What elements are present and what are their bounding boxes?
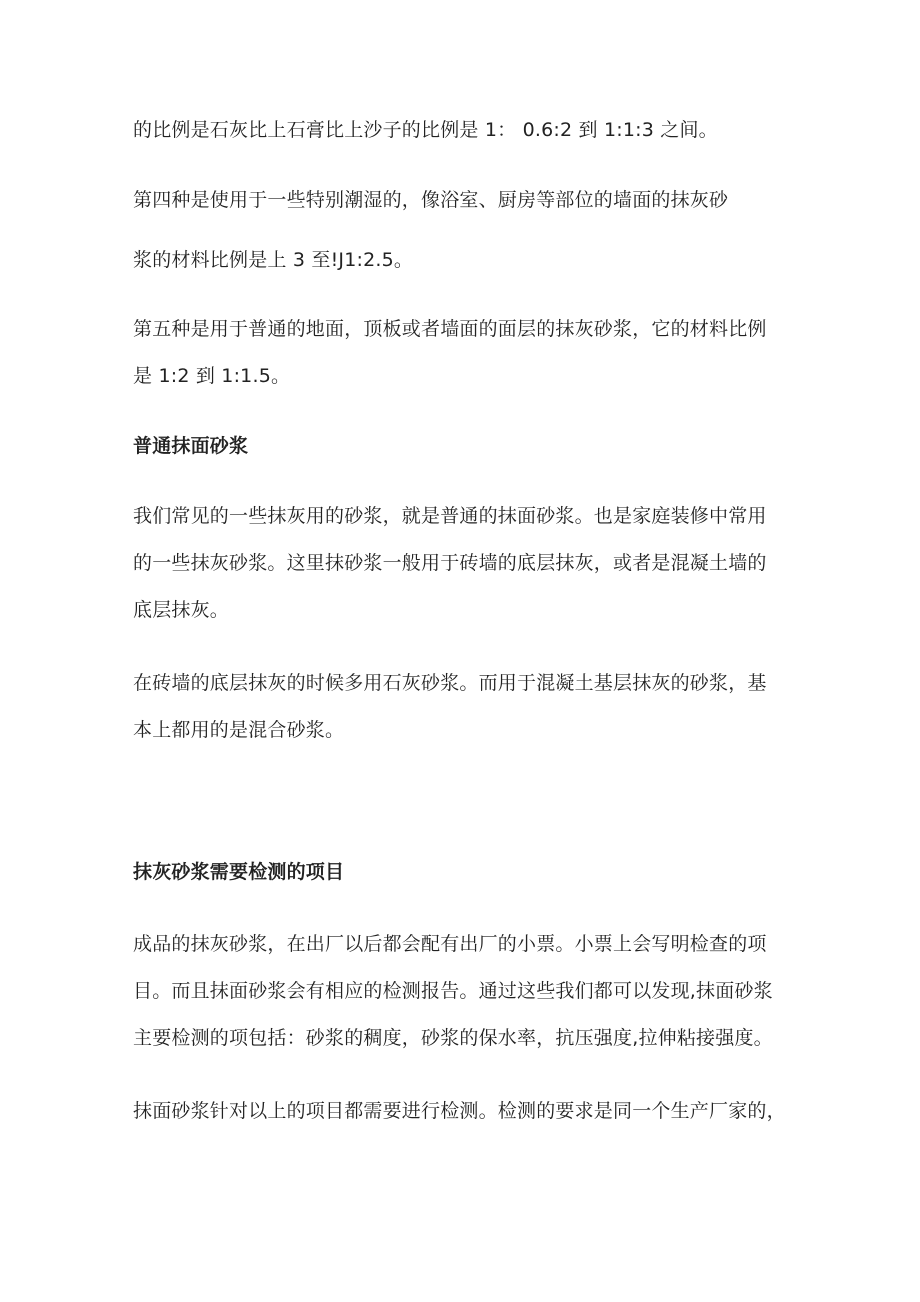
paragraph-test-requirement-line-1: 抹面砂浆针对以上的项目都需要进行检测。检测的要求是同一个生产厂家的， (133, 1100, 786, 1122)
section-heading-testing-items: 抹灰砂浆需要检测的项目 (133, 861, 345, 883)
paragraph-brick-wall-line-2: 本上都用的是混合砂浆。 (133, 719, 345, 741)
paragraph-fourth-type-line-1: 第四种是使用于一些特别潮湿的，像浴室、厨房等部位的墙面的抹灰砂 (133, 189, 729, 211)
paragraph-fifth-type-line-2: 是 1:2 到 1:1.5。 (133, 365, 291, 387)
paragraph-ratio-line-1: 的比例是石灰比上石膏比上沙子的比例是 1： 0.6:2 到 1:1:3 之间。 (133, 119, 718, 141)
paragraph-fourth-type-line-2: 浆的材料比例是上 3 至!J1:2.5。 (133, 249, 414, 271)
paragraph-fifth-type-line-1: 第五种是用于普通的地面，顶板或者墙面的面层的抹灰砂浆，它的材料比例 (133, 318, 767, 340)
paragraph-testing-line-1: 成品的抹灰砂浆，在出厂以后都会配有出厂的小票。小票上会写明检查的项 (133, 933, 767, 955)
section-heading-common-mortar: 普通抹面砂浆 (133, 435, 249, 457)
paragraph-testing-line-2: 目。而且抹面砂浆会有相应的检测报告。通过这些我们都可以发现,抹面砂浆 (133, 980, 773, 1002)
paragraph-testing-line-3: 主要检测的项包括：砂浆的稠度，砂浆的保水率，抗压强度,拉伸粘接强度。 (133, 1027, 773, 1049)
paragraph-common-mortar-line-2: 的一些抹灰砂浆。这里抹砂浆一般用于砖墙的底层抹灰，或者是混凝土墙的 (133, 552, 767, 574)
paragraph-brick-wall-line-1: 在砖墙的底层抹灰的时候多用石灰砂浆。而用于混凝土基层抹灰的砂浆，基 (133, 672, 767, 694)
paragraph-common-mortar-line-3: 底层抹灰。 (133, 599, 230, 621)
paragraph-common-mortar-line-1: 我们常见的一些抹灰用的砂浆，就是普通的抹面砂浆。也是家庭装修中常用 (133, 505, 767, 527)
